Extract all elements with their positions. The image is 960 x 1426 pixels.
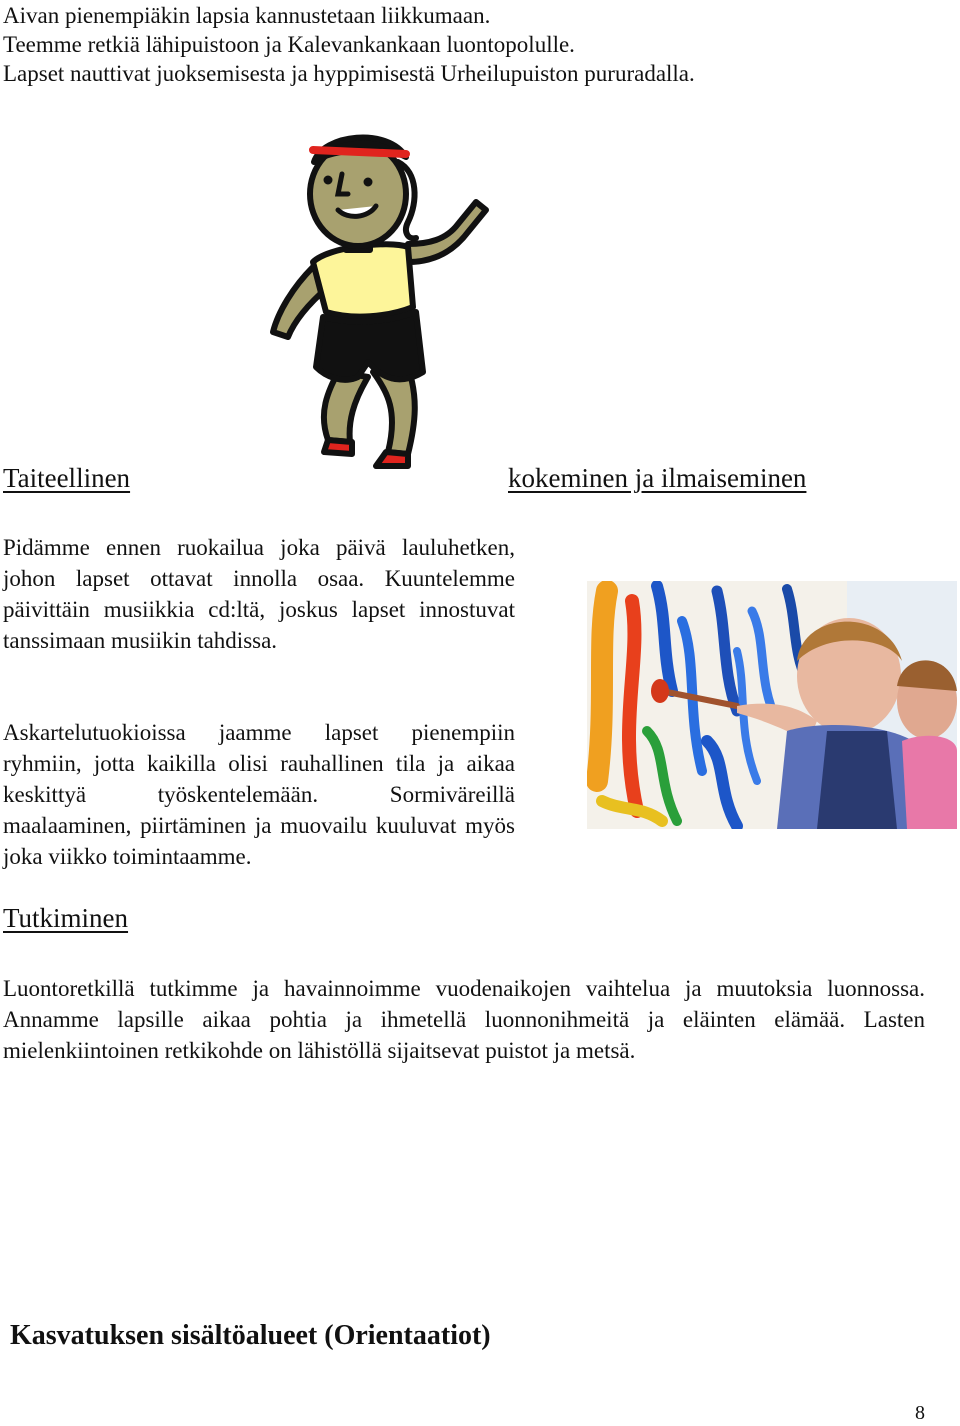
intro-line-1: Aivan pienempiäkin lapsia kannustetaan liikkumaan. [3, 3, 491, 28]
research-paragraph: Luontoretkillä tutkimme ja havainnoimme vuodenaikojen vaihtelua ja muutoksia luonnossa. Annamme lapsille aikaa pohtia ja ihmetellä luonnonihmeitä ja eläinten elämää. Lasten mielenkiintoinen retkikohde on lähistöllä sijaitsevat puistot ja metsä. [3, 976, 925, 1063]
page-number: 8 [915, 1402, 925, 1424]
intro-line-3: Lapset nauttivat juoksemisesta ja hyppimisestä Urheilupuiston pururadalla. [3, 61, 695, 86]
section-heading-research: Tutkiminen [3, 903, 129, 933]
child-painting-photo [587, 581, 957, 829]
intro-line-2: Teemme retkiä lähipuistoon ja Kalevankankaan luontopolulle. [3, 32, 575, 57]
art-paragraph-2: Askartelutuokioissa jaamme lapset pienempiin ryhmiin, jotta kaikilla olisi rauhallinen tila ja aikaa keskittyä työskentelemään. Sormiväreillä maalaaminen, piirtäminen ja muovailu kuuluvat myös joka viikko toimintaamme. [3, 720, 515, 869]
section-title-orientations: Kasvatuksen sisältöalueet (Orientaatiot) [10, 1320, 491, 1351]
section-heading-art-right: kokeminen ja ilmaiseminen [508, 463, 807, 493]
dancing-child-illustration [258, 122, 498, 474]
art-paragraph-1: Pidämme ennen ruokailua joka päivä lauluhetken, johon lapset ottavat innolla osaa. Kuuntelemme päivittäin musiikkia cd:ltä, joskus lapset innostuvat tanssimaan musiikin tahdissa. [3, 535, 515, 653]
section-heading-art-left: Taiteellinen [3, 463, 131, 493]
